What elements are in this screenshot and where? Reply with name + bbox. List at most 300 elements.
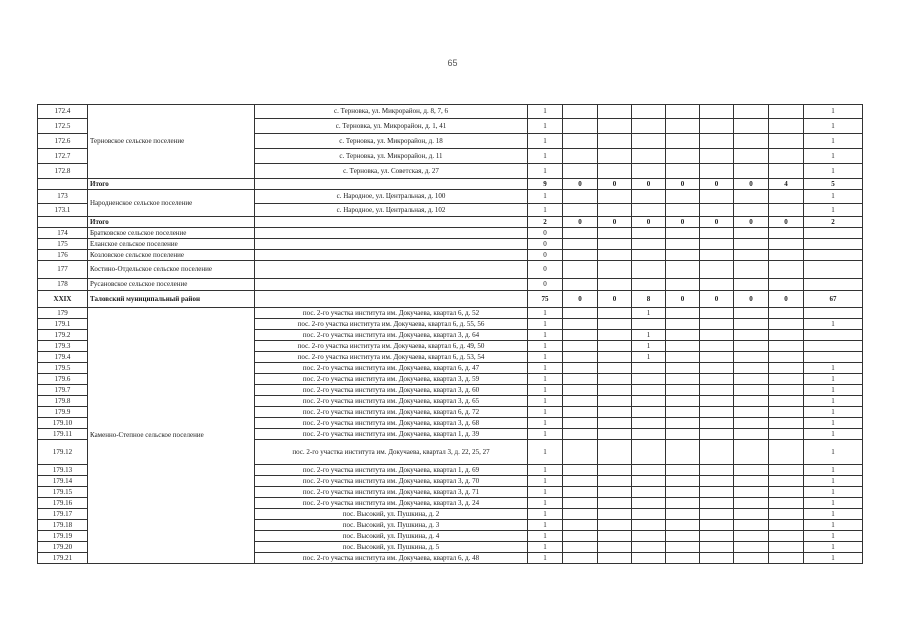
- value-cell: 0: [769, 291, 804, 308]
- value-cell: 0: [598, 291, 632, 308]
- value-cell: 0: [528, 239, 563, 250]
- value-cell: 1: [528, 407, 563, 418]
- value-cell: [598, 531, 632, 542]
- value-cell: [563, 531, 598, 542]
- value-cell: [666, 385, 700, 396]
- total-row: [38, 179, 863, 190]
- row-number-cell: 172.5: [38, 119, 88, 134]
- value-cell: [769, 279, 804, 291]
- value-cell: [563, 261, 598, 279]
- row-number-cell: 174: [38, 228, 88, 239]
- value-cell: [598, 261, 632, 279]
- value-cell: [598, 465, 632, 476]
- value-cell: [734, 228, 769, 239]
- value-cell: 0: [528, 261, 563, 279]
- value-cell: 1: [528, 330, 563, 341]
- value-cell: [769, 250, 804, 261]
- value-cell: [734, 440, 769, 465]
- value-cell: [632, 498, 666, 509]
- value-cell: [734, 465, 769, 476]
- value-cell: [769, 487, 804, 498]
- value-cell: [563, 105, 598, 119]
- row-number-cell: 179.7: [38, 385, 88, 396]
- value-cell: [632, 190, 666, 204]
- value-cell: [734, 385, 769, 396]
- value-cell: 0: [700, 217, 734, 228]
- value-cell: [700, 520, 734, 531]
- value-cell: 1: [804, 429, 863, 440]
- value-cell: [769, 164, 804, 179]
- value-cell: [563, 476, 598, 487]
- value-cell: [769, 105, 804, 119]
- row-number-cell: [38, 217, 88, 228]
- value-cell: 1: [804, 164, 863, 179]
- value-cell: [734, 330, 769, 341]
- value-cell: [666, 190, 700, 204]
- value-cell: [563, 429, 598, 440]
- value-cell: [598, 374, 632, 385]
- value-cell: 75: [528, 291, 563, 308]
- value-cell: [563, 239, 598, 250]
- value-cell: [598, 440, 632, 465]
- value-cell: 0: [528, 228, 563, 239]
- value-cell: [598, 330, 632, 341]
- address-cell: пос. Высокий, ул. Пушкина, д. 2: [255, 509, 528, 520]
- value-cell: [769, 418, 804, 429]
- address-cell: пос. Высокий, ул. Пушкина, д. 3: [255, 520, 528, 531]
- value-cell: 0: [563, 291, 598, 308]
- value-cell: 0: [632, 217, 666, 228]
- value-cell: [734, 509, 769, 520]
- value-cell: [700, 440, 734, 465]
- value-cell: 1: [804, 531, 863, 542]
- value-cell: 1: [632, 352, 666, 363]
- value-cell: [769, 498, 804, 509]
- value-cell: 0: [769, 217, 804, 228]
- value-cell: 1: [804, 385, 863, 396]
- value-cell: [632, 319, 666, 330]
- value-cell: [769, 149, 804, 164]
- value-cell: [598, 352, 632, 363]
- value-cell: [666, 134, 700, 149]
- value-cell: [666, 498, 700, 509]
- value-cell: [734, 190, 769, 204]
- value-cell: [563, 465, 598, 476]
- value-cell: 1: [804, 553, 863, 564]
- value-cell: [598, 164, 632, 179]
- value-cell: 1: [804, 407, 863, 418]
- value-cell: 0: [563, 179, 598, 190]
- row-number-cell: 179.11: [38, 429, 88, 440]
- address-cell: с. Терновка, ул. Микрорайон, д. 11: [255, 149, 528, 164]
- value-cell: [666, 418, 700, 429]
- value-cell: [598, 119, 632, 134]
- value-cell: 1: [528, 190, 563, 204]
- value-cell: [598, 396, 632, 407]
- settlement-name-cell: Козловское сельское поселение: [88, 250, 255, 261]
- address-cell: [255, 250, 528, 261]
- value-cell: [700, 261, 734, 279]
- address-cell: пос. 2-го участка института им. Докучаева, квартал 6, д. 48: [255, 553, 528, 564]
- value-cell: [598, 239, 632, 250]
- value-cell: [700, 239, 734, 250]
- value-cell: [666, 330, 700, 341]
- value-cell: [700, 407, 734, 418]
- settlement-name-cell: Таловский муниципальный район: [88, 291, 255, 308]
- value-cell: [666, 228, 700, 239]
- settlement-name-cell: Каменно-Степное сельское поселение: [88, 308, 255, 564]
- value-cell: [632, 374, 666, 385]
- value-cell: [700, 498, 734, 509]
- address-cell: [255, 179, 528, 190]
- value-cell: [700, 418, 734, 429]
- value-cell: [666, 164, 700, 179]
- settlement-name-cell: Итого: [88, 179, 255, 190]
- value-cell: [563, 204, 598, 217]
- value-cell: 1: [632, 341, 666, 352]
- value-cell: [563, 308, 598, 319]
- value-cell: 1: [528, 553, 563, 564]
- value-cell: 0: [528, 250, 563, 261]
- value-cell: 1: [528, 385, 563, 396]
- value-cell: 1: [528, 440, 563, 465]
- table-row: [38, 308, 863, 319]
- value-cell: 1: [804, 190, 863, 204]
- value-cell: [666, 250, 700, 261]
- value-cell: [563, 498, 598, 509]
- value-cell: [632, 164, 666, 179]
- value-cell: 1: [528, 531, 563, 542]
- value-cell: 1: [528, 149, 563, 164]
- value-cell: [700, 509, 734, 520]
- value-cell: [700, 164, 734, 179]
- address-cell: с. Народное, ул. Центральная, д. 100: [255, 190, 528, 204]
- value-cell: [700, 134, 734, 149]
- value-cell: [598, 385, 632, 396]
- address-cell: [255, 228, 528, 239]
- settlement-name-cell: Русановское сельское поселение: [88, 279, 255, 291]
- settlement-name-cell: Итого: [88, 217, 255, 228]
- value-cell: [769, 396, 804, 407]
- value-cell: [666, 520, 700, 531]
- value-cell: [563, 330, 598, 341]
- value-cell: 1: [528, 396, 563, 407]
- value-cell: 1: [528, 509, 563, 520]
- value-cell: [632, 407, 666, 418]
- value-cell: 1: [804, 119, 863, 134]
- value-cell: [563, 363, 598, 374]
- value-cell: [734, 134, 769, 149]
- settlement-name-cell: Костино-Отдельское сельское поселение: [88, 261, 255, 279]
- value-cell: [666, 279, 700, 291]
- value-cell: [598, 476, 632, 487]
- value-cell: [734, 319, 769, 330]
- value-cell: 0: [563, 217, 598, 228]
- value-cell: [666, 553, 700, 564]
- address-cell: с. Терновка, ул. Микрорайон, д. 1, 41: [255, 119, 528, 134]
- value-cell: [769, 352, 804, 363]
- value-cell: 1: [804, 105, 863, 119]
- value-cell: [769, 363, 804, 374]
- value-cell: [734, 418, 769, 429]
- value-cell: [734, 279, 769, 291]
- value-cell: [700, 308, 734, 319]
- value-cell: 1: [632, 330, 666, 341]
- value-cell: 1: [528, 119, 563, 134]
- value-cell: 1: [528, 319, 563, 330]
- value-cell: [700, 119, 734, 134]
- value-cell: 1: [804, 465, 863, 476]
- value-cell: [563, 319, 598, 330]
- value-cell: [769, 341, 804, 352]
- value-cell: [734, 204, 769, 217]
- row-number-cell: 176: [38, 250, 88, 261]
- value-cell: [666, 352, 700, 363]
- row-number-cell: 179.5: [38, 363, 88, 374]
- value-cell: 1: [804, 396, 863, 407]
- settlement-name-cell: Народненское сельское поселение: [88, 190, 255, 217]
- row-number-cell: 179.19: [38, 531, 88, 542]
- row-number-cell: 179.18: [38, 520, 88, 531]
- value-cell: [598, 250, 632, 261]
- value-cell: [734, 429, 769, 440]
- row-number-cell: 179.3: [38, 341, 88, 352]
- value-cell: 67: [804, 291, 863, 308]
- value-cell: [769, 385, 804, 396]
- value-cell: [632, 418, 666, 429]
- value-cell: [563, 228, 598, 239]
- value-cell: 0: [598, 179, 632, 190]
- address-cell: пос. 2-го участка института им. Докучаева, квартал 6, д. 55, 56: [255, 319, 528, 330]
- row-number-cell: 179.10: [38, 418, 88, 429]
- row-number-cell: 179.17: [38, 509, 88, 520]
- value-cell: [769, 119, 804, 134]
- value-cell: [632, 105, 666, 119]
- value-cell: [632, 134, 666, 149]
- value-cell: [563, 418, 598, 429]
- value-cell: [700, 149, 734, 164]
- value-cell: [700, 341, 734, 352]
- value-cell: [804, 239, 863, 250]
- value-cell: [700, 476, 734, 487]
- value-cell: [563, 396, 598, 407]
- value-cell: [700, 190, 734, 204]
- value-cell: [563, 164, 598, 179]
- value-cell: [598, 520, 632, 531]
- value-cell: [769, 330, 804, 341]
- address-cell: с. Терновка, ул. Микрорайон, д. 8, 7, 6: [255, 105, 528, 119]
- value-cell: [632, 396, 666, 407]
- value-cell: [632, 363, 666, 374]
- value-cell: [632, 149, 666, 164]
- value-cell: 1: [804, 204, 863, 217]
- value-cell: 1: [804, 520, 863, 531]
- row-number-cell: 179.15: [38, 487, 88, 498]
- value-cell: [734, 261, 769, 279]
- value-cell: [804, 330, 863, 341]
- value-cell: [598, 487, 632, 498]
- value-cell: [563, 352, 598, 363]
- table-row: [38, 190, 863, 204]
- value-cell: [769, 429, 804, 440]
- value-cell: [632, 520, 666, 531]
- address-cell: пос. 2-го участка института им. Докучаева, квартал 6, д. 52: [255, 308, 528, 319]
- value-cell: [700, 396, 734, 407]
- value-cell: 1: [528, 429, 563, 440]
- value-cell: [563, 341, 598, 352]
- value-cell: [632, 553, 666, 564]
- address-cell: пос. 2-го участка института им. Докучаева, квартал 3, д. 22, 25, 27: [255, 440, 528, 465]
- row-number-cell: 179.14: [38, 476, 88, 487]
- value-cell: [632, 429, 666, 440]
- value-cell: [563, 520, 598, 531]
- value-cell: [700, 279, 734, 291]
- value-cell: 1: [528, 374, 563, 385]
- value-cell: [734, 396, 769, 407]
- value-cell: [563, 149, 598, 164]
- value-cell: [598, 542, 632, 553]
- value-cell: [632, 279, 666, 291]
- value-cell: [666, 374, 700, 385]
- row-number-cell: 178: [38, 279, 88, 291]
- value-cell: [700, 487, 734, 498]
- address-cell: пос. Высокий, ул. Пушкина, д. 4: [255, 531, 528, 542]
- value-cell: [598, 498, 632, 509]
- row-number-cell: 179.9: [38, 407, 88, 418]
- value-cell: [700, 542, 734, 553]
- value-cell: [598, 134, 632, 149]
- value-cell: [666, 476, 700, 487]
- value-cell: [700, 429, 734, 440]
- value-cell: [700, 204, 734, 217]
- value-cell: [734, 250, 769, 261]
- value-cell: [632, 239, 666, 250]
- address-cell: с. Терновка, ул. Микрорайон, д. 18: [255, 134, 528, 149]
- address-cell: пос. 2-го участка института им. Докучаева, квартал 3, д. 24: [255, 498, 528, 509]
- row-number-cell: 179.20: [38, 542, 88, 553]
- value-cell: 1: [804, 418, 863, 429]
- value-cell: [734, 374, 769, 385]
- value-cell: 0: [700, 179, 734, 190]
- value-cell: [632, 204, 666, 217]
- value-cell: 2: [804, 217, 863, 228]
- value-cell: [666, 531, 700, 542]
- value-cell: [598, 509, 632, 520]
- row-number-cell: 173: [38, 190, 88, 204]
- table-row: [38, 250, 863, 261]
- row-number-cell: 175: [38, 239, 88, 250]
- value-cell: [598, 341, 632, 352]
- value-cell: [666, 261, 700, 279]
- value-cell: [769, 204, 804, 217]
- value-cell: [700, 465, 734, 476]
- value-cell: [563, 553, 598, 564]
- value-cell: 0: [528, 279, 563, 291]
- settlement-name-cell: Еланское сельское поселение: [88, 239, 255, 250]
- value-cell: [598, 429, 632, 440]
- value-cell: 0: [666, 291, 700, 308]
- value-cell: 0: [734, 291, 769, 308]
- value-cell: 1: [804, 374, 863, 385]
- value-cell: [563, 119, 598, 134]
- value-cell: [769, 374, 804, 385]
- value-cell: [769, 308, 804, 319]
- value-cell: [734, 363, 769, 374]
- value-cell: 0: [666, 217, 700, 228]
- value-cell: 5: [804, 179, 863, 190]
- row-number-cell: 172.8: [38, 164, 88, 179]
- value-cell: 1: [528, 134, 563, 149]
- value-cell: 1: [528, 542, 563, 553]
- value-cell: [563, 385, 598, 396]
- value-cell: [700, 250, 734, 261]
- table-body: [38, 105, 863, 564]
- value-cell: [632, 465, 666, 476]
- value-cell: 1: [528, 105, 563, 119]
- value-cell: [666, 440, 700, 465]
- value-cell: [632, 261, 666, 279]
- value-cell: [700, 330, 734, 341]
- value-cell: [563, 134, 598, 149]
- address-cell: [255, 217, 528, 228]
- settlement-name-cell: Братковское сельское поселение: [88, 228, 255, 239]
- row-number-cell: 172.7: [38, 149, 88, 164]
- value-cell: [632, 385, 666, 396]
- value-cell: [734, 487, 769, 498]
- value-cell: [734, 498, 769, 509]
- value-cell: [598, 308, 632, 319]
- value-cell: 1: [804, 476, 863, 487]
- value-cell: [734, 239, 769, 250]
- value-cell: [700, 105, 734, 119]
- value-cell: 4: [769, 179, 804, 190]
- value-cell: [666, 396, 700, 407]
- value-cell: [563, 440, 598, 465]
- row-number-cell: XXIX: [38, 291, 88, 308]
- value-cell: [769, 509, 804, 520]
- value-cell: [666, 308, 700, 319]
- row-number-cell: [38, 179, 88, 190]
- address-cell: [255, 279, 528, 291]
- value-cell: 0: [632, 179, 666, 190]
- housing-register-table: [37, 104, 863, 564]
- value-cell: [632, 531, 666, 542]
- value-cell: 1: [528, 487, 563, 498]
- value-cell: 2: [528, 217, 563, 228]
- address-cell: пос. Высокий, ул. Пушкина, д. 5: [255, 542, 528, 553]
- value-cell: [804, 352, 863, 363]
- value-cell: [666, 149, 700, 164]
- table-row: [38, 279, 863, 291]
- row-number-cell: 179.4: [38, 352, 88, 363]
- value-cell: [563, 487, 598, 498]
- address-cell: пос. 2-го участка института им. Докучаева, квартал 3, д. 68: [255, 418, 528, 429]
- value-cell: [769, 531, 804, 542]
- value-cell: [563, 279, 598, 291]
- value-cell: 1: [804, 498, 863, 509]
- value-cell: [769, 520, 804, 531]
- value-cell: 1: [528, 204, 563, 217]
- row-number-cell: 173.1: [38, 204, 88, 217]
- value-cell: [666, 542, 700, 553]
- value-cell: [734, 164, 769, 179]
- value-cell: [632, 487, 666, 498]
- value-cell: [632, 119, 666, 134]
- row-number-cell: 179.21: [38, 553, 88, 564]
- value-cell: [734, 531, 769, 542]
- value-cell: 1: [804, 319, 863, 330]
- address-cell: пос. 2-го участка института им. Докучаева, квартал 6, д. 53, 54: [255, 352, 528, 363]
